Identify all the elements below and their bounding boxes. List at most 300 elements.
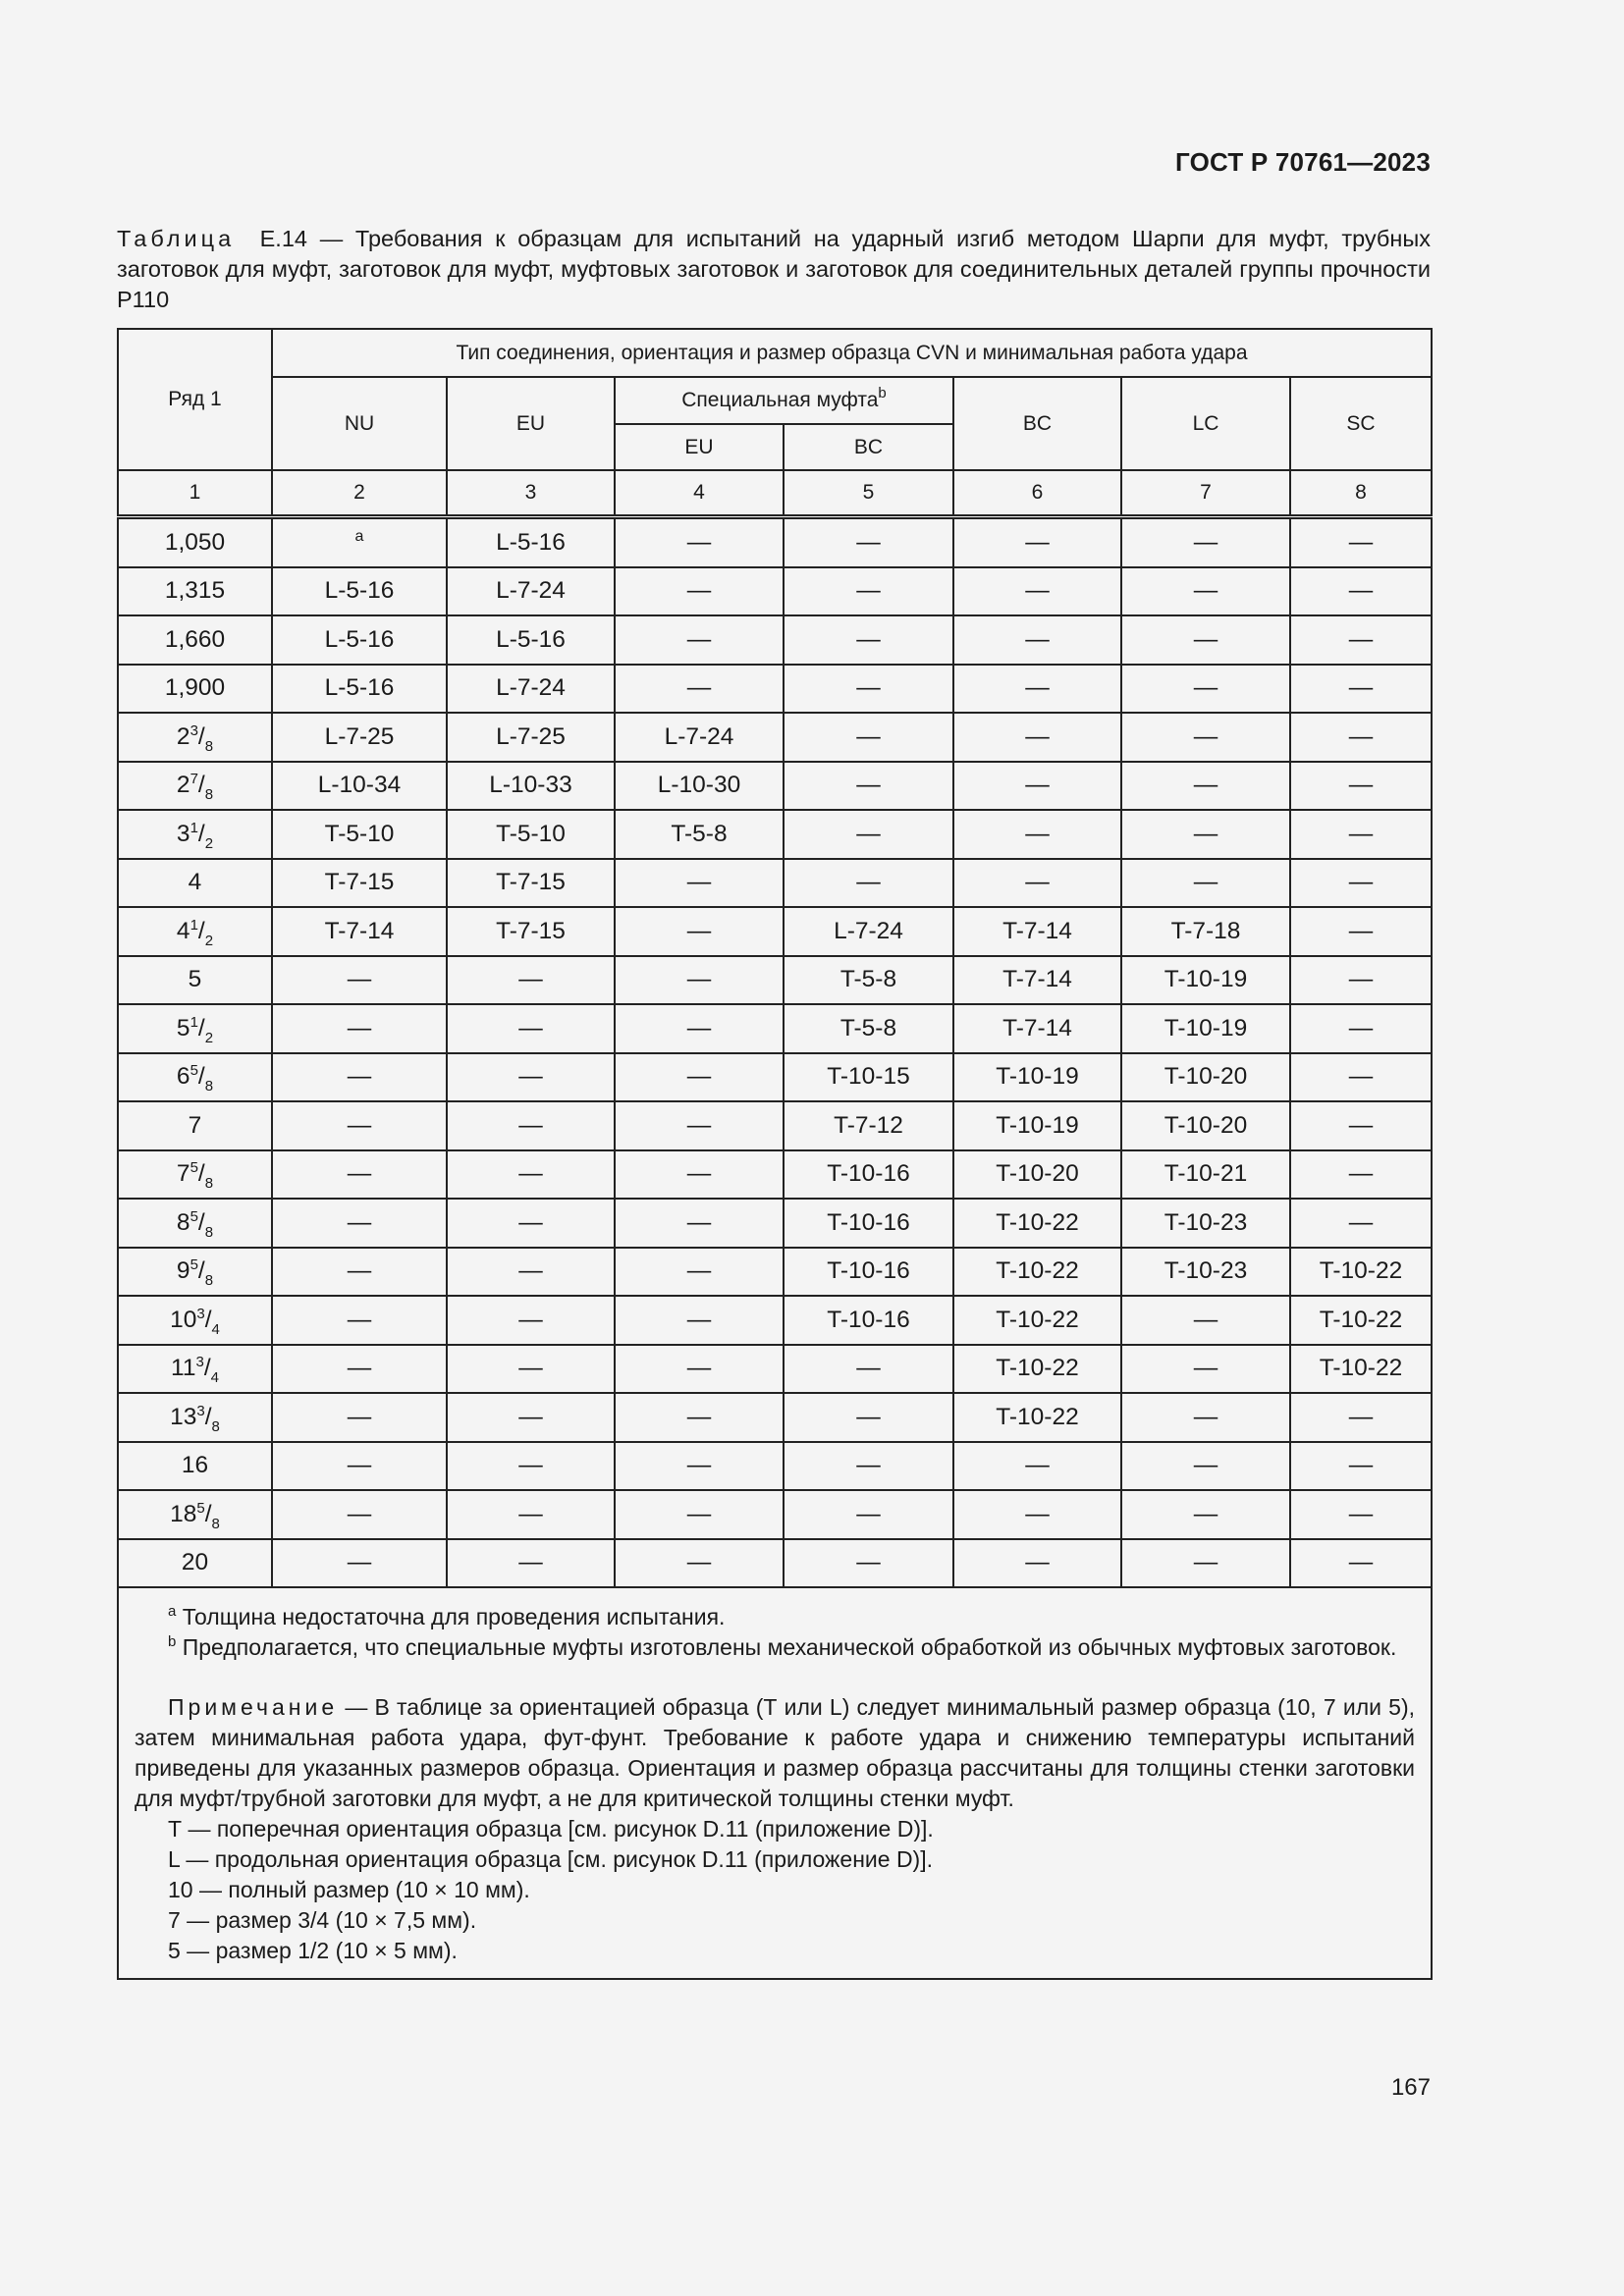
row-size-whole: 3 [176, 820, 190, 847]
table-cell [784, 615, 953, 665]
header-special-eu: EU [615, 424, 784, 470]
table-cell [1121, 1442, 1290, 1491]
cell-value: — [1348, 1452, 1374, 1479]
cell-value: — [518, 1549, 543, 1576]
table-cell [784, 1539, 953, 1588]
table-cell [1121, 1296, 1290, 1345]
cell-value: T-7-18 [1170, 917, 1241, 944]
footnote-text: Толщина недостаточна для проведения испытания. [182, 1604, 726, 1629]
table-cell [1121, 859, 1290, 908]
table-cell [615, 810, 784, 859]
row-size-denominator: 8 [211, 1417, 220, 1435]
table-note [135, 1692, 1415, 1814]
table-cell [1290, 1101, 1432, 1150]
cell-value: — [856, 1549, 881, 1576]
cell-value: — [1348, 772, 1374, 799]
cell-value: L-7-24 [664, 722, 734, 750]
table-cell [615, 517, 784, 567]
table-cell [447, 1248, 615, 1297]
table-cell [615, 1199, 784, 1248]
cell-value: L-7-25 [324, 722, 395, 750]
row-size-whole: 1,315 [164, 577, 226, 605]
table-cell [784, 1442, 953, 1491]
row-size-cell: $10^3/_4$ [118, 1296, 272, 1345]
table-cell [1290, 1004, 1432, 1053]
row-size-whole: 2 [176, 722, 190, 750]
cell-value: — [686, 528, 712, 556]
cell-value: — [347, 1063, 372, 1091]
row-size-whole: 2 [176, 772, 190, 799]
table-cell [615, 1296, 784, 1345]
footnote-mark: b [168, 1633, 177, 1650]
table-cell [953, 1442, 1121, 1491]
table-cell [447, 907, 615, 956]
cell-value: T-7-14 [324, 917, 395, 944]
table-row [118, 1248, 1432, 1297]
table-cell [1290, 517, 1432, 567]
row-size-numerator: 3 [189, 721, 198, 739]
cell-value: — [1348, 1403, 1374, 1430]
row-size-cell [118, 1442, 272, 1491]
table-cell [1290, 665, 1432, 714]
row-size-cell [118, 567, 272, 616]
row-size-cell: $6^5/_8$ [118, 1053, 272, 1102]
row-size-cell: $9^5/_8$ [118, 1248, 272, 1297]
cell-value: — [347, 1257, 372, 1285]
cell-value: — [686, 1452, 712, 1479]
row-size-cell [118, 1539, 272, 1588]
table-cell [447, 1296, 615, 1345]
table-cell [272, 1199, 447, 1248]
table-cell [953, 567, 1121, 616]
table-cell [272, 517, 447, 567]
cell-value: — [856, 869, 881, 896]
table-cell [272, 810, 447, 859]
table-cell [784, 1101, 953, 1150]
table-cell [784, 1296, 953, 1345]
row-size-numerator: 3 [195, 1354, 204, 1371]
cell-value: L-5-16 [324, 674, 395, 702]
cell-value: L-7-25 [496, 722, 566, 750]
row-size-numerator: 3 [196, 1402, 205, 1419]
table-cell [447, 1345, 615, 1394]
cell-value: T-10-16 [827, 1160, 910, 1188]
table-cell [1290, 567, 1432, 616]
header-row-label: Ряд 1 [118, 329, 272, 470]
column-number: 6 [953, 470, 1121, 517]
cell-value: T-10-16 [827, 1306, 910, 1333]
cell-value: L-5-16 [324, 625, 395, 653]
table-cell [784, 859, 953, 908]
cell-value: — [347, 1014, 372, 1041]
row-size-cell: $4^1/_2$ [118, 907, 272, 956]
table-cell [447, 810, 615, 859]
table-cell [272, 907, 447, 956]
table-cell [447, 665, 615, 714]
cell-value: — [1348, 869, 1374, 896]
cell-value: — [686, 1306, 712, 1333]
row-size-numerator: 7 [189, 771, 198, 788]
cell-value: L-5-16 [324, 577, 395, 605]
cell-value: — [518, 1257, 543, 1285]
table-cell [953, 1199, 1121, 1248]
cell-value: — [1025, 528, 1050, 556]
table-cell [953, 1296, 1121, 1345]
table-cell [953, 1150, 1121, 1200]
cell-value: T-5-8 [839, 1014, 897, 1041]
cell-value: — [1193, 722, 1218, 750]
table-cell [953, 810, 1121, 859]
cell-value: T-10-19 [996, 1111, 1079, 1139]
table-cell [272, 956, 447, 1005]
cell-value: — [347, 1306, 372, 1333]
footnote-b [135, 1632, 1415, 1663]
cell-value: — [347, 1355, 372, 1382]
row-size-whole: 4 [176, 917, 190, 944]
header-group-label: Тип соединения, ориентация и размер образца CVN и минимальная работа удара [272, 329, 1432, 377]
cell-value: — [518, 1063, 543, 1091]
definition-10: 10 — полный размер (10 × 10 мм). [168, 1877, 530, 1902]
cell-value: — [686, 917, 712, 944]
cell-value: — [1348, 1063, 1374, 1091]
row-size-numerator: 5 [189, 1207, 198, 1225]
table-cell [784, 1490, 953, 1539]
row-size-denominator: 8 [204, 1175, 214, 1193]
table-cell [953, 1539, 1121, 1588]
table-row [118, 1539, 1432, 1588]
table-cell [1121, 907, 1290, 956]
cell-value: — [856, 1403, 881, 1430]
row-size-numerator: 5 [189, 1256, 198, 1274]
table-cell [784, 1393, 953, 1442]
cell-value: — [347, 1549, 372, 1576]
header-special-mark: b [878, 385, 887, 401]
table-cell [272, 1539, 447, 1588]
cell-value: — [1025, 577, 1050, 605]
table-cell [784, 762, 953, 811]
column-number: 5 [784, 470, 953, 517]
table-cell [1290, 1442, 1432, 1491]
table-cell [1290, 1150, 1432, 1200]
table-row [118, 907, 1432, 956]
table-row [118, 1296, 1432, 1345]
table-cell [615, 956, 784, 1005]
cell-value: — [518, 1208, 543, 1236]
row-size-cell [118, 665, 272, 714]
table-cell [784, 956, 953, 1005]
cell-value: — [1025, 674, 1050, 702]
table-cell [1290, 1199, 1432, 1248]
row-size-whole: 7 [188, 1111, 202, 1139]
table-cell [272, 665, 447, 714]
cell-value: — [1025, 625, 1050, 653]
table-cell [447, 1199, 615, 1248]
row-size-denominator: 8 [204, 786, 214, 804]
cell-value: — [1348, 966, 1374, 993]
cell-value: — [1348, 917, 1374, 944]
table-cell [447, 615, 615, 665]
cell-value: — [686, 577, 712, 605]
table-cell [272, 615, 447, 665]
table-cell [784, 810, 953, 859]
table-cell [615, 1150, 784, 1200]
cell-value: — [686, 1403, 712, 1430]
cell-value: T-10-19 [1164, 1014, 1248, 1041]
table-cell [615, 859, 784, 908]
cell-value: T-5-8 [839, 966, 897, 993]
cell-value: — [347, 1208, 372, 1236]
table-cell [1290, 762, 1432, 811]
table-cell [784, 1150, 953, 1200]
table-cell [784, 1004, 953, 1053]
cell-value: T-10-22 [1319, 1355, 1403, 1382]
cell-value: T-7-14 [1002, 1014, 1072, 1041]
cell-value: L-7-24 [834, 917, 903, 944]
row-size-cell [118, 615, 272, 665]
table-cell [1121, 956, 1290, 1005]
cell-value: T-7-14 [1002, 917, 1072, 944]
table-cell [447, 1490, 615, 1539]
table-cell [953, 762, 1121, 811]
table-row [118, 956, 1432, 1005]
table-cell [615, 665, 784, 714]
table-cell [1290, 907, 1432, 956]
cell-value: L-10-33 [489, 772, 572, 799]
row-size-denominator: 4 [211, 1320, 220, 1338]
cell-value: — [1348, 528, 1374, 556]
row-size-whole: 11 [171, 1355, 196, 1382]
column-number: 8 [1290, 470, 1432, 517]
table-cell [1121, 1539, 1290, 1588]
row-size-whole: 5 [176, 1014, 190, 1041]
table-cell [1290, 1345, 1432, 1394]
cell-value: T-5-10 [496, 820, 566, 847]
cell-value: — [1193, 528, 1218, 556]
cell-value: T-10-22 [996, 1306, 1079, 1333]
cell-value: — [518, 1014, 543, 1041]
cell-value: — [856, 820, 881, 847]
cell-value: L-10-34 [317, 772, 402, 799]
table-cell [272, 1004, 447, 1053]
table-cell [447, 1004, 615, 1053]
footnote-mark: a [168, 1603, 177, 1620]
table-cell [953, 665, 1121, 714]
row-size-cell [118, 1101, 272, 1150]
table-row [118, 1053, 1432, 1102]
table-row [118, 615, 1432, 665]
cell-value: — [518, 1500, 543, 1527]
header-special-label: Специальная муфта [681, 389, 879, 411]
definition-5: 5 — размер 1/2 (10 × 5 мм). [168, 1938, 458, 1963]
row-size-denominator: 8 [204, 1223, 214, 1241]
cell-value: — [686, 1355, 712, 1382]
cell-value: — [518, 1306, 543, 1333]
cell-value: T-5-8 [671, 820, 728, 847]
table-row [118, 1490, 1432, 1539]
table-cell [272, 1248, 447, 1297]
cell-value: T-7-14 [1002, 966, 1072, 993]
row-size-whole: 5 [188, 966, 202, 993]
footnote-a [135, 1602, 1415, 1632]
table-cell [1290, 810, 1432, 859]
table-cell [615, 1490, 784, 1539]
header-sc: SC [1290, 377, 1432, 470]
row-size-denominator: 2 [204, 932, 214, 949]
footnote-ref: a [354, 528, 364, 546]
table-cell [1121, 1199, 1290, 1248]
column-number: 3 [447, 470, 615, 517]
cell-value: T-10-16 [827, 1208, 910, 1236]
cell-value: — [518, 1403, 543, 1430]
row-size-cell: $3^1/_2$ [118, 810, 272, 859]
table-cell [272, 1393, 447, 1442]
table-cell [447, 762, 615, 811]
cell-value: — [1025, 1452, 1050, 1479]
table-cell [1121, 615, 1290, 665]
cell-value: — [856, 625, 881, 653]
cell-value: T-10-22 [996, 1403, 1079, 1430]
table-cell [447, 567, 615, 616]
table-cell [1121, 1150, 1290, 1200]
row-size-whole: 1,050 [164, 528, 226, 556]
table-cell [272, 1296, 447, 1345]
table-body [118, 517, 1432, 1588]
cell-value: — [686, 1014, 712, 1041]
cell-value: T-10-16 [827, 1257, 910, 1285]
table-row [118, 1101, 1432, 1150]
row-size-whole: 16 [181, 1452, 209, 1479]
row-size-cell: $8^5/_8$ [118, 1199, 272, 1248]
table-row [118, 1345, 1432, 1394]
row-size-denominator: 2 [204, 1029, 214, 1046]
cell-value: — [686, 1257, 712, 1285]
table-cell [615, 1393, 784, 1442]
cell-value: T-10-19 [1164, 966, 1248, 993]
cell-value: — [1193, 820, 1218, 847]
column-number: 4 [615, 470, 784, 517]
cell-value: T-10-22 [1319, 1257, 1403, 1285]
table-cell [1290, 956, 1432, 1005]
table-cell [615, 1345, 784, 1394]
table-cell [447, 1101, 615, 1150]
table-cell [1290, 1248, 1432, 1297]
cell-value: — [347, 1500, 372, 1527]
table-cell [784, 907, 953, 956]
cell-value: — [1348, 1500, 1374, 1527]
table-cell [953, 859, 1121, 908]
row-size-denominator: 8 [204, 1078, 214, 1095]
cell-value: T-10-20 [1164, 1111, 1248, 1139]
table-row [118, 1199, 1432, 1248]
cell-value: — [1193, 869, 1218, 896]
table-cell [447, 956, 615, 1005]
table-cell [784, 1345, 953, 1394]
table-cell [1290, 1393, 1432, 1442]
cell-value: — [1348, 577, 1374, 605]
column-number: 1 [118, 470, 272, 517]
cell-value: T-10-19 [996, 1063, 1079, 1091]
cell-value: T-7-15 [496, 869, 566, 896]
table-cell [615, 713, 784, 762]
cell-value: — [1193, 1403, 1218, 1430]
cell-value: — [686, 1500, 712, 1527]
row-size-cell: $5^1/_2$ [118, 1004, 272, 1053]
table-cell [1121, 762, 1290, 811]
row-size-cell [118, 859, 272, 908]
table-row [118, 567, 1432, 616]
row-size-cell: $13^3/_8$ [118, 1393, 272, 1442]
table-cell [272, 1490, 447, 1539]
cell-value: — [1193, 1355, 1218, 1382]
cell-value: L-7-24 [496, 577, 566, 605]
row-size-numerator: 1 [189, 819, 198, 836]
table-cell [784, 567, 953, 616]
cell-value: — [686, 1063, 712, 1091]
table-row [118, 1004, 1432, 1053]
table-cell [1121, 1345, 1290, 1394]
header-bc: BC [953, 377, 1121, 470]
table-row [118, 859, 1432, 908]
table-cell [953, 1248, 1121, 1297]
cell-value: T-10-22 [1319, 1306, 1403, 1333]
table-cell [784, 1199, 953, 1248]
row-size-whole: 1,900 [164, 674, 226, 702]
table-cell [447, 517, 615, 567]
table-row [118, 1442, 1432, 1491]
row-size-whole: 8 [176, 1208, 190, 1236]
cell-value: — [1025, 772, 1050, 799]
row-size-numerator: 5 [189, 1062, 198, 1080]
cell-value: — [347, 1452, 372, 1479]
table-cell [272, 1053, 447, 1102]
cell-value: — [1025, 1500, 1050, 1527]
table-cell [1121, 1004, 1290, 1053]
row-size-denominator: 8 [211, 1515, 220, 1532]
table-cell [1121, 665, 1290, 714]
cell-value: — [1348, 820, 1374, 847]
table-row [118, 810, 1432, 859]
cell-value: L-7-24 [496, 674, 566, 702]
row-size-numerator: 5 [196, 1499, 205, 1517]
table-cell [953, 517, 1121, 567]
table-row [118, 1393, 1432, 1442]
cell-value: — [347, 1160, 372, 1188]
cell-value: — [1193, 1306, 1218, 1333]
caption-label: Таблица [117, 226, 236, 251]
table-cell [447, 1442, 615, 1491]
cell-value: — [1348, 1208, 1374, 1236]
row-size-whole: 7 [176, 1160, 190, 1188]
cell-value: — [1348, 674, 1374, 702]
table-cell [953, 1345, 1121, 1394]
table-cell [953, 713, 1121, 762]
table-cell [615, 567, 784, 616]
row-size-whole: 20 [181, 1549, 209, 1576]
table-cell [615, 1539, 784, 1588]
cell-value: — [1193, 1549, 1218, 1576]
row-size-cell: $11^3/_4$ [118, 1345, 272, 1394]
cell-value: — [1193, 674, 1218, 702]
cell-value: — [1193, 772, 1218, 799]
table-cell [1290, 615, 1432, 665]
definition-7: 7 — размер 3/4 (10 × 7,5 мм). [168, 1907, 477, 1933]
table-cell [1121, 1101, 1290, 1150]
table-caption [117, 224, 1431, 315]
table-cell [784, 665, 953, 714]
cell-value: T-10-20 [996, 1160, 1079, 1188]
table-cell [1290, 1539, 1432, 1588]
table-cell [953, 956, 1121, 1005]
